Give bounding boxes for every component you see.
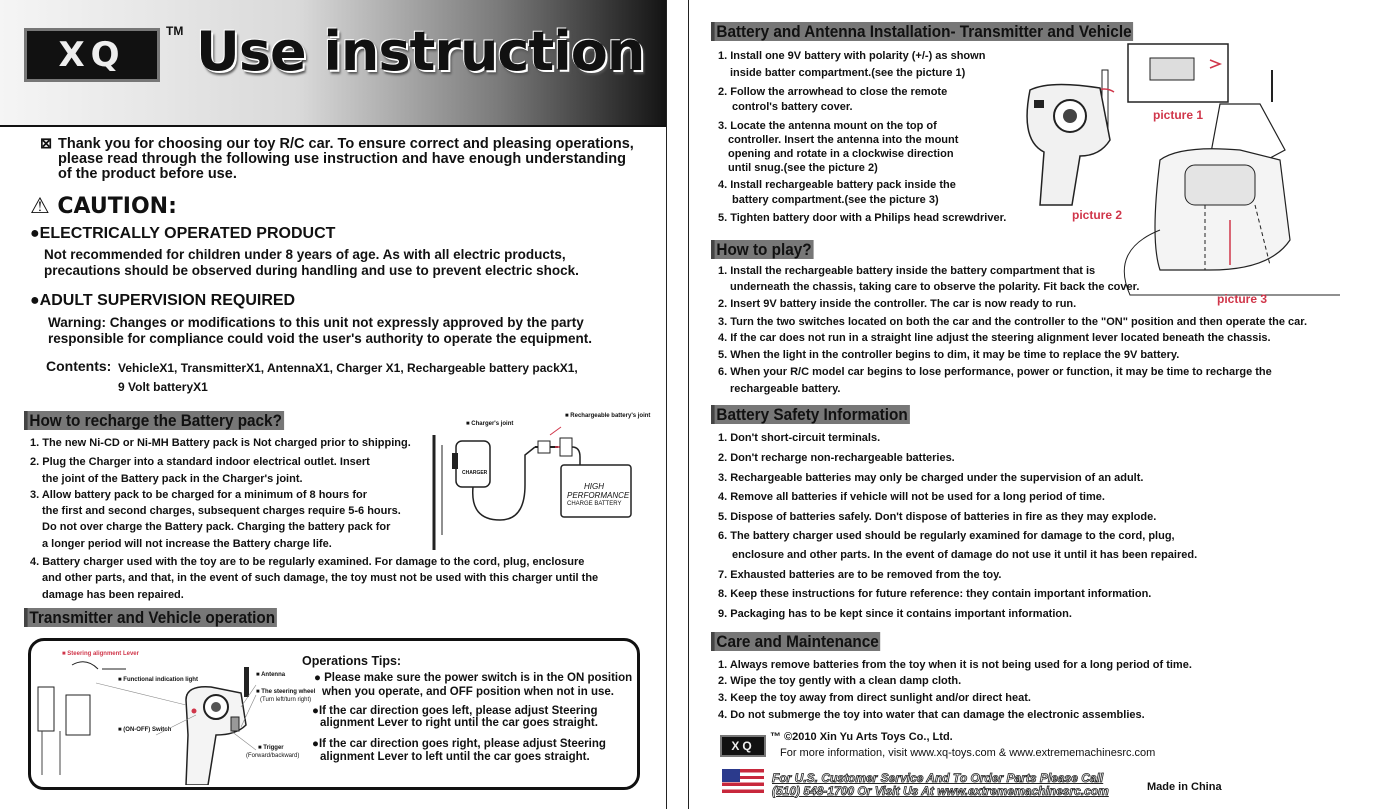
checkbox-icon: ⊠ [40, 136, 53, 152]
promo-line: For U.S. Customer Service And To Order Parts Please Call [772, 771, 1104, 785]
list-item: 3. Turn the two switches located on both the car and the controller to the "ON" position and then operate the car. [718, 316, 1308, 328]
list-item: 6. The battery charger used should be regularly examined for damage to the cord, plug, [718, 530, 1175, 542]
trademark: TM [166, 24, 184, 38]
tip-line: when you operate, and OFF position when not in use. [322, 686, 614, 698]
list-item: 3. Keep the toy away from direct sunlight and/or direct heat. [718, 692, 1031, 704]
tip-line: ●If the car direction goes left, please adjust Steering [312, 705, 598, 717]
warning-icon: ⚠ [30, 194, 50, 219]
list-item: 2. Plug the Charger into a standard indoor electrical outlet. Insert [30, 456, 370, 468]
list-item: 1. Don't short-circuit terminals. [718, 432, 881, 444]
battery-joint-label: ■ Rechargeable battery's joint [565, 413, 651, 419]
safety-heading [711, 405, 909, 425]
promo-line: (510) 548-1700 Or Visit Us At www.extrememachinesrc.com [772, 784, 1109, 798]
transmitter-title: Transmitter and Vehicle operation [24, 608, 277, 627]
list-item: 4. Remove all batteries if vehicle will not be used for a long period of time. [718, 491, 1105, 503]
steering-lever-label: ■ Steering alignment Lever [62, 651, 139, 657]
electric-text: Not recommended for children under 8 years of age. As with all electric products, [44, 247, 566, 262]
header-banner [0, 0, 666, 127]
list-item: 9. Packaging has to be kept since it contains important information. [718, 608, 1072, 620]
list-item: 5. When the light in the controller begins to dim, it may be time to replace the 9V battery. [718, 349, 1180, 361]
electric-text: precautions should be observed during handling and use to prevent electric shock. [44, 263, 579, 278]
list-item: 1. Install the rechargeable battery inside the battery compartment that is [718, 265, 1096, 277]
tips-title: Operations Tips: [302, 654, 402, 668]
electric-heading: ●ELECTRICALLY OPERATED PRODUCT [30, 225, 336, 242]
battery-install-heading [711, 22, 1133, 42]
us-flag-icon [722, 769, 764, 793]
list-item: control's battery cover. [732, 101, 853, 113]
list-item: opening and rotate in a clockwise direction [728, 148, 954, 160]
switch-label: ■ (ON-OFF) Switch [118, 727, 172, 733]
adult-text: Warning: Changes or modifications to this unit not expressly approved by the party [48, 315, 584, 330]
list-item: the first and second charges, subsequent charges require 5-6 hours. [42, 505, 401, 517]
copyright: ™ ©2010 Xin Yu Arts Toys Co., Ltd. [770, 731, 953, 743]
wheel-sublabel: (Turn left/turn right) [260, 697, 312, 703]
transmitter-heading [24, 608, 277, 628]
how-to-play-title: How to play? [711, 240, 813, 259]
list-item: inside batter compartment.(see the picture 1) [730, 67, 966, 79]
footer-logo: XQ [720, 735, 766, 757]
promo-text [772, 772, 1109, 798]
list-item: 2. Wipe the toy gently with a clean damp cloth. [718, 675, 962, 687]
intro-line: please read through the following use instruction and have enough understanding [58, 151, 626, 167]
picture-3-label: picture 3 [1217, 292, 1268, 306]
contents-label: Contents: [46, 358, 112, 374]
contents-line: VehicleX1, TransmitterX1, AntennaX1, Charger X1, Rechargeable battery packX1, [118, 361, 578, 375]
picture-2-label: picture 2 [1072, 208, 1123, 222]
tip-line: alignment Lever to right until the car goes straight. [320, 717, 598, 729]
contents-line: 9 Volt batteryX1 [118, 380, 208, 394]
list-item: 4. If the car does not run in a straight line adjust the steering alignment lever located beneath the chassis. [718, 332, 1271, 344]
list-item: 5. Tighten battery door with a Philips head screwdriver. [718, 212, 1007, 224]
safety-title: Battery Safety Information [711, 405, 909, 424]
list-item: until snug.(see the picture 2) [728, 162, 878, 174]
caution-heading [30, 194, 177, 219]
tip-line: ● Please make sure the power switch is in the ON position [314, 672, 633, 684]
list-item: enclosure and other parts. In the event of damage do not use it until it has been repaired. [732, 549, 1198, 561]
list-item: 4. Battery charger used with the toy are to be regularly examined. For damage to the cord, plug, enclosure [30, 556, 585, 568]
list-item: battery compartment.(see the picture 3) [732, 194, 939, 206]
battery-label: HIGH [584, 482, 604, 491]
list-item: 3. Rechargeable batteries may only be charged under the supervision of an adult. [718, 472, 1144, 484]
list-item: 7. Exhausted batteries are to be removed from the toy. [718, 569, 1002, 581]
chargers-joint-label: ■ Charger's joint [466, 421, 514, 427]
list-item: controller. Insert the antenna into the mount [728, 134, 959, 146]
trigger-sublabel: (Forward/backward) [246, 753, 300, 759]
list-item: 6. When your R/C model car begins to lose performance, power or function, it may be time to recharge the [718, 366, 1272, 378]
left-page [0, 0, 667, 809]
indication-label: ■ Functional indication light [118, 677, 198, 683]
list-item: 5. Dispose of batteries safely. Don't dispose of batteries in fire as they may explode. [718, 511, 1157, 523]
list-item: rechargeable battery. [730, 383, 841, 395]
installation-illustration [1010, 40, 1340, 300]
list-item: 3. Locate the antenna mount on the top of [718, 120, 937, 132]
made-in: Made in China [1147, 781, 1222, 793]
charger-illustration [430, 425, 660, 555]
xq-logo: XQ [24, 28, 160, 82]
care-title: Care and Maintenance [711, 632, 881, 651]
how-to-play-heading [711, 240, 813, 260]
intro-line: of the product before use. [58, 166, 237, 182]
list-item: 4. Install rechargeable battery pack inside the [718, 179, 956, 191]
list-item: a longer period will not increase the Battery charge life. [42, 538, 332, 550]
list-item: 1. The new Ni-CD or Ni-MH Battery pack is Not charged prior to shipping. [30, 437, 411, 449]
picture-1-label: picture 1 [1153, 108, 1204, 122]
page-title: Use instruction [196, 20, 645, 83]
charger-label: CHARGER [462, 470, 488, 476]
caution-title: CAUTION: [57, 194, 177, 219]
page-gutter [667, 0, 688, 809]
more-info: For more information, visit www.xq-toys.com & www.extrememachinesrc.com [780, 747, 1156, 759]
list-item: 2. Insert 9V battery inside the controller. The car is now ready to run. [718, 298, 1077, 310]
list-item: underneath the chassis, taking care to observe the polarity. Fit back the cover. [730, 281, 1140, 293]
transmitter-illustration [36, 655, 266, 785]
recharge-title: How to recharge the Battery pack? [24, 411, 284, 430]
list-item: 4. Do not submerge the toy into water that can damage the electronic assemblies. [718, 709, 1145, 721]
intro-line: Thank you for choosing our toy R/C car. To ensure correct and pleasing operations, [58, 136, 634, 152]
list-item: the joint of the Battery pack in the Charger's joint. [42, 473, 303, 485]
list-item: damage has been repaired. [42, 589, 184, 601]
adult-text: responsible for compliance could void the user's authority to operate the equipment. [48, 331, 593, 346]
battery-label: PERFORMANCE [567, 491, 630, 500]
tip-line: ●If the car direction goes right, please adjust Steering [312, 738, 606, 750]
list-item: 2. Don't recharge non-rechargeable batteries. [718, 452, 955, 464]
battery-install-title: Battery and Antenna Installation- Transmitter and Vehicle [711, 22, 1133, 41]
list-item: 1. Always remove batteries from the toy when it is not being used for a long period of time. [718, 659, 1192, 671]
adult-heading: ●ADULT SUPERVISION REQUIRED [30, 292, 296, 309]
list-item: 8. Keep these instructions for future reference: they contain important information. [718, 588, 1152, 600]
list-item: 3. Allow battery pack to be charged for a minimum of 8 hours for [30, 489, 367, 501]
list-item: and other parts, and that, in the event of such damage, the toy must not be used with this charger until the [42, 572, 599, 584]
list-item: Do not over charge the Battery pack. Charging the battery pack for [42, 521, 391, 533]
list-item: 1. Install one 9V battery with polarity (+/-) as shown [718, 50, 986, 62]
trigger-label: ■ Trigger [258, 745, 284, 751]
battery-label: CHARGE BATTERY [567, 501, 622, 507]
wheel-label: ■ The steering wheel [256, 689, 316, 695]
tip-line: alignment Lever to left until the car goes straight. [320, 751, 590, 763]
list-item: 2. Follow the arrowhead to close the remote [718, 86, 948, 98]
care-heading [711, 632, 881, 652]
recharge-heading [24, 411, 284, 431]
antenna-label: ■ Antenna [256, 672, 286, 678]
